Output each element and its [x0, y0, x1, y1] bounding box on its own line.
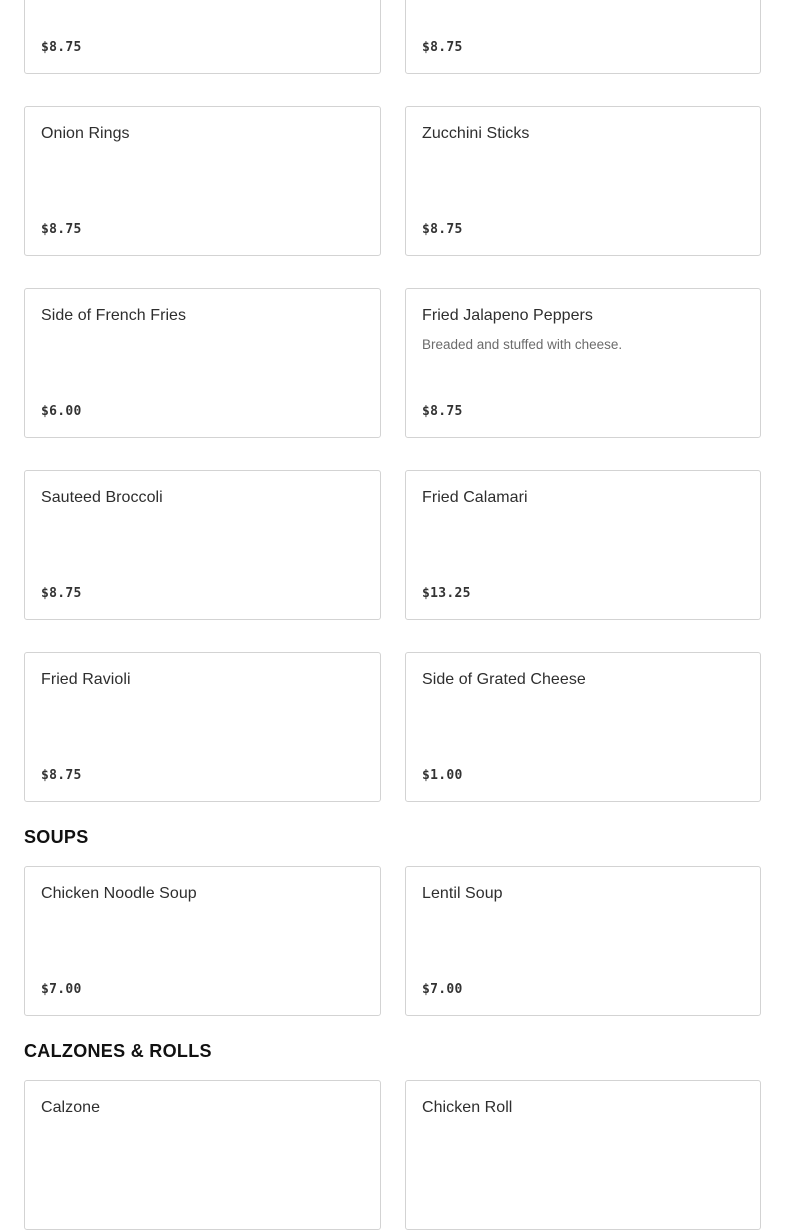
menu-item-card[interactable] — [24, 0, 381, 74]
menu-item-jalapeno-peppers[interactable] — [405, 288, 761, 438]
item-price: $8.75 — [41, 586, 82, 601]
item-price: $7.00 — [41, 982, 82, 997]
menu-item-fried-calamari[interactable] — [405, 470, 761, 620]
item-name: Fried Ravioli — [41, 671, 131, 688]
menu-item-sauteed-broccoli[interactable] — [24, 470, 381, 620]
menu-item-zucchini-sticks[interactable] — [405, 106, 761, 256]
menu-item-card[interactable] — [405, 0, 761, 74]
item-name: Chicken Noodle Soup — [41, 885, 197, 902]
item-name: Lentil Soup — [422, 885, 503, 902]
menu-item-chicken-roll[interactable] — [405, 1080, 761, 1230]
item-description: Breaded and stuffed with cheese. — [422, 337, 623, 352]
item-price: $8.75 — [422, 40, 463, 55]
menu-item-onion-rings[interactable] — [24, 106, 381, 256]
item-price: $8.75 — [41, 40, 82, 55]
item-name: Side of Grated Cheese — [422, 671, 586, 688]
menu-item-chicken-noodle-soup[interactable] — [24, 866, 381, 1016]
item-price: $8.75 — [41, 768, 82, 783]
menu-item-french-fries[interactable] — [24, 288, 381, 438]
item-price: $7.00 — [422, 982, 463, 997]
item-name: Calzone — [41, 1099, 101, 1116]
item-name: Sauteed Broccoli — [41, 489, 163, 506]
item-price: $1.00 — [422, 768, 463, 783]
item-name: Side of French Fries — [41, 307, 187, 324]
item-name: Fried Calamari — [422, 489, 528, 506]
item-price: $8.75 — [41, 222, 82, 237]
menu-item-grated-cheese[interactable] — [405, 652, 761, 802]
menu-item-calzone[interactable] — [24, 1080, 381, 1230]
section-title-soups: SOUPS — [24, 827, 89, 847]
item-name: Zucchini Sticks — [422, 125, 530, 142]
item-name: Fried Jalapeno Peppers — [422, 307, 593, 324]
item-price: $6.00 — [41, 404, 82, 419]
section-title-calzones-rolls: CALZONES & ROLLS — [24, 1041, 212, 1061]
menu-item-fried-ravioli[interactable] — [24, 652, 381, 802]
menu-item-lentil-soup[interactable] — [405, 866, 761, 1016]
item-price: $8.75 — [422, 222, 463, 237]
item-name: Chicken Roll — [422, 1099, 513, 1116]
item-price: $8.75 — [422, 404, 463, 419]
item-name: Onion Rings — [41, 125, 130, 142]
item-price: $13.25 — [422, 586, 471, 601]
